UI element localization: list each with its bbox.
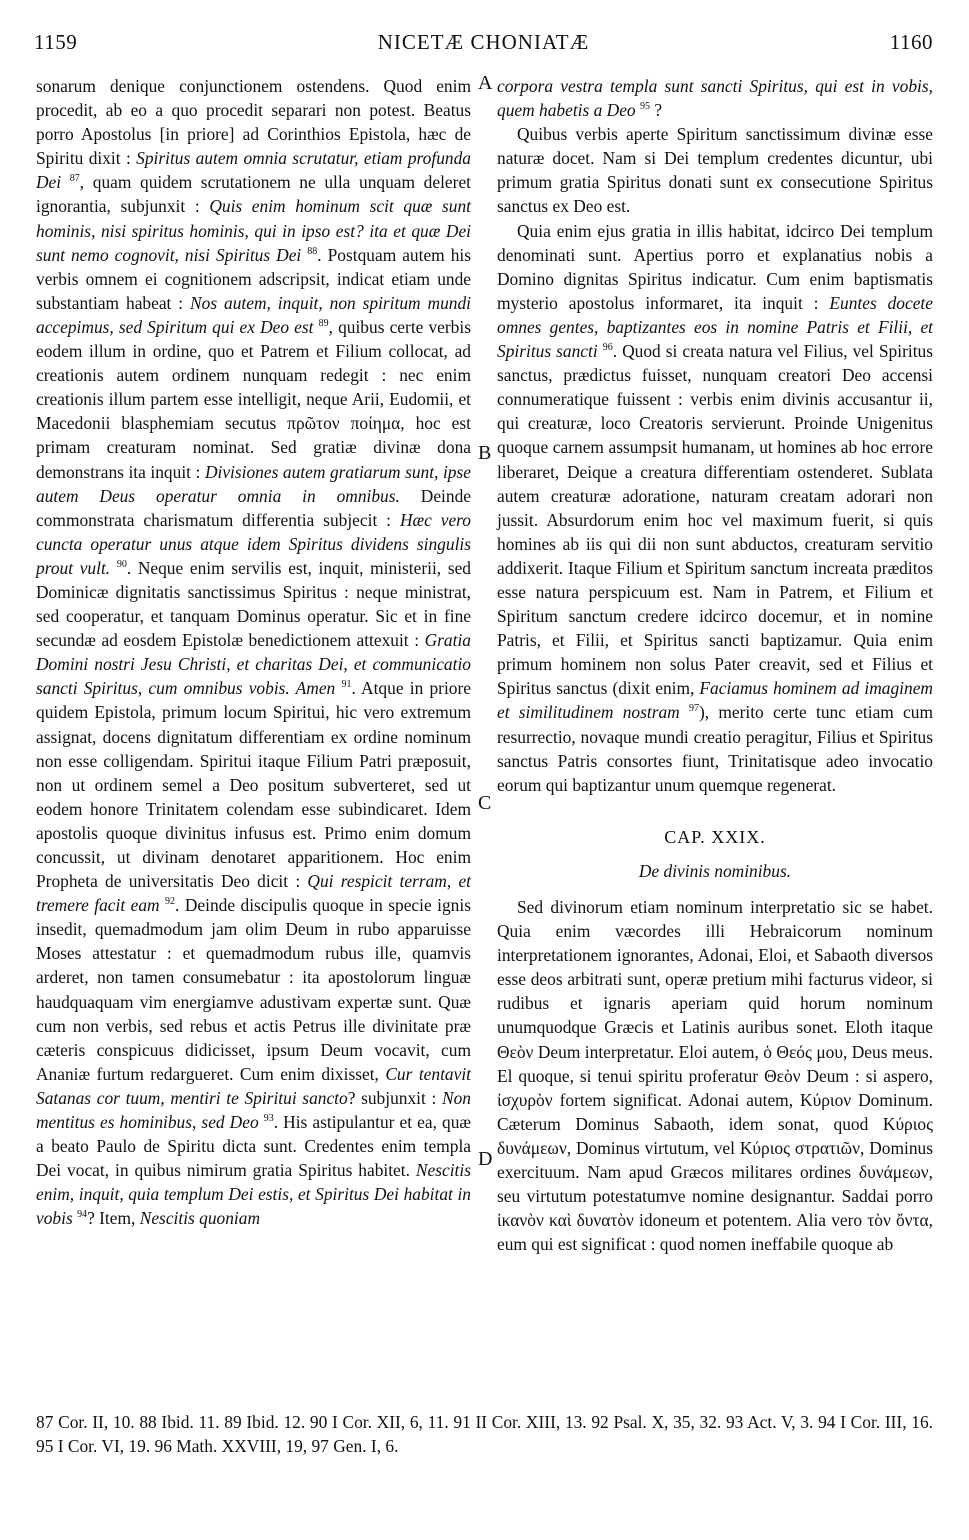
running-title: NICETÆ CHONIATÆ <box>377 30 590 54</box>
footnote-marker: 92 <box>165 896 176 908</box>
body-text: , quibus certe verbis eodem illum in ordine, quo et Patrem et Filium collocat, ad creationis autem ordinem nunquam redegit : nec enim creationis illum partem esse intelligit, neque Arii, Eudomii, et Macedonii blasphemiam secutus πρῶτον ποίημα, hoc est primam creaturam nominat. Sed gratiæ divinæ dona demonstrans ita inquit : <box>36 316 471 482</box>
right-paragraph-3 <box>497 219 933 797</box>
scripture-quote: Euntes docete omnes gentes, baptizantes eos in nomine Patris et Filii, et Spiritus sancti <box>497 292 933 362</box>
body-text: . His astipulantur et ea, quæ a beato Paulo de Spiritu dicta sunt. Credentes enim templa Dei vocat, in quibus nimirum gratia Spiritus habitet. <box>36 1112 471 1181</box>
scripture-quote: Gratia Domini nostri Jesu Christi, et charitas Dei, et communicatio sancti Spiritus, cum omnibus vobis. Amen <box>36 630 471 699</box>
footnote-marker: 90 <box>116 559 127 571</box>
footnote-marker: 87 <box>69 173 80 185</box>
footnote-marker: 97 <box>688 703 699 715</box>
margin-letter-a: A <box>478 72 493 94</box>
left-paragraph <box>36 74 471 1231</box>
left-column <box>36 74 471 1231</box>
body-text: ? subjunxit : <box>347 1087 437 1108</box>
scripture-quote: Faciamus hominem ad imaginem et similitudinem nostram <box>497 678 933 723</box>
right-paragraph-4: Sed divinorum etiam nominum interpretatio sic se habet. Quia enim væcordes illi Hebraicorum nominum interpretationem ignorantes, Adonai, Eloi, et Sabaoth diversos esse deos arbitrati sunt, operæ pretium mihi facturus videor, si rudibus et ignaris aperiam quid horum nominum unumquodque Græcis et Latinis auribus sonet. Eloth itaque Θεὸν Deum interpretatur. Eloi autem, ὁ Θεός μου, Deus meus. El quoque, si tenui spiritu proferatur Θεὸν Deum : si aspero, ἰσχυρὸν fortem significat. Adonai autem, Κύριον Dominum. Cæterum Dominus Sabaoth, idem sonat, quod Κύριος δυνάμεων, Dominus virtutum, vel Κύριος στρατιῶν, Dominus exercituum. Nam apud Græcos militares ordines δυνάμεων, seu virtutum potestatumve nomine designantur. Saddai porro ἱκανὸν καὶ δυνατὸν idoneum et potentem. Alia vero τὸν ὄντα, eum qui est significat : quod nomen ineffabile quoque ab <box>497 897 933 1255</box>
scripture-quote: Spiritus autem omnia scrutatur, etiam profunda Dei <box>36 148 471 193</box>
scripture-quote: corpora vestra templa sunt sancti Spiritus, qui est in vobis, quem habetis a Deo <box>497 76 933 121</box>
running-header <box>34 30 933 60</box>
left-page-number: 1159 <box>34 30 78 54</box>
right-page-number: 1160 <box>889 30 933 54</box>
body-text: Deinde commonstrata charismatum differentia subjecit : <box>36 485 471 530</box>
body-text: . Deinde discipulis quoque in specie ignis insedit, quemadmodum jam olim Deum in rubo apparuisse Moses attestatur : et quemadmodum rubus ille, quamvis arderet, non tamen consumebatur : ita apostolorum linguæ haudquaquam vim energiamve adustivam expertæ sunt. Quæ cum non verbis, sed rebus et actis Petrus ille divinitate præ cæteris conspicuus didicisset, ipsum Deum vocavit, cum Ananiæ furtum redargueret. Cum enim dixisset, <box>36 895 471 1084</box>
scripture-quote: Qui respicit terram, et tremere facit eam <box>36 871 471 916</box>
margin-letter-c: C <box>478 792 492 814</box>
right-column <box>497 74 933 1256</box>
body-text: ? Item, <box>87 1208 136 1229</box>
body-text: . Postquam autem his verbis omnem ei cognitionem adscripsit, indicat etiam unde substantiam habeat : <box>36 244 472 313</box>
footnote-marker: 93 <box>263 1113 274 1125</box>
scripture-quote: Cur tentavit Satanas cor tuum, mentiri te Spiritui sancto <box>36 1063 471 1108</box>
footnote-marker: 91 <box>341 679 352 691</box>
footnotes: 87 Cor. II, 10. 88 Ibid. 11. 89 Ibid. 12. 90 I Cor. XII, 6, 11. 91 II Cor. XIII, 13. 92 Psal. X, 35, 32. 93 Act. V, 3. 94 I Cor. III, 16. 95 I Cor. VI, 19. 96 Math. XXVIII, 19, 97 Gen. I, 6. <box>36 1412 933 1456</box>
body-text: . Quod si creata natura vel Filius, vel Spiritus sanctus, prædictus fuisset, nunquam creatori Deo accensi connumeratique fuissent : verbis enim divinis accusantur ii, qui creaturæ, loco Creatoris servierunt. Proinde Unigenitus quoque carnem assumpsit humanam, ut homines ab hoc errore liberaret, Deique a creatura differentiam ostenderet. Sublata autem creaturæ adoratione, naturam creatam adorari non jussit. Absurdorum enim hoc vel maximum fuerit, si quis homines ab iis qui dii non sunt abductos, creaturam servitio addixerit. Itaque Filium et Spiritum sanctum increata præditos esse natura perspicuum est. Nam in Patrem, et Filium et Spiritum sanctum credere idcirco docemur, et in nomine Patris, et Filii, et Spiritus sancti baptizamur. Quia enim primum hominem non solus Pater creavit, sed et Filius et Spiritus sanctus (dixit enim, <box>497 341 933 699</box>
footnote-marker: 95 <box>639 101 650 113</box>
margin-letter-d: D <box>478 1148 493 1170</box>
body-text: Quia enim ejus gratia in illis habitat, idcirco Dei templum denominati sunt. Apertius porro et explanatius nobis a Domino dignitas Spiritus indicatur. Cum enim baptismatis mysterio apostolus informaret, ita inquit : <box>497 220 933 313</box>
body-text: . Atque in priore quidem Epistola, primum locum Spiritui, hic vero extremum assignat, docens dignitatum differentiam ex ordine nominum non esse colligendam. Spiritui itaque Filium Patri præposuit, non ut ordinem semel a Deo positum subverteret, sed ut eodem honore Trinitatem colendam esse subindicaret. Idem apostolis quoque divinitus infusus est. Primo enim domum concussit, ut divinam denotaret apparitionem. Hoc enim Propheta de universitatis Deo dicit : <box>36 678 471 892</box>
chapter-title: De divinis nominibus. <box>638 860 792 881</box>
scripture-quote: Hæc vero cuncta operatur unus atque idem Spiritus dividens singulis prout vult. <box>36 509 471 578</box>
footnote-marker: 89 <box>318 318 329 330</box>
scripture-quote: Nescitis enim, inquit, quia templum Dei estis, et Spiritus Dei habitat in vobis <box>36 1160 471 1229</box>
chapter-heading: CAP. XXIX. <box>664 826 766 847</box>
body-text: , quam quidem scrutationem ne ulla unquam deleret ignorantia, subjunxit : <box>36 172 471 217</box>
margin-letter-b: B <box>478 442 492 464</box>
body-text: . Neque enim servilis est, inquit, ministerii, sed Dominicæ dignitatis sanctissimus Spiritus : neque ministrat, sed cooperatur, et tanquam Dominus operatur. Sic et in fine secundæ ad eosdem Epistolæ benedictionem attexuit : <box>36 557 471 651</box>
right-paragraph-2: Quibus verbis aperte Spiritum sanctissimum divinæ esse naturæ docet. Nam si Dei templum credentes dicuntur, ubi primum gratia Spiritus donati sunt ex consecutione Spiritus sanctus ex Deo est. <box>497 124 933 217</box>
footnote-marker: 88 <box>307 245 318 257</box>
body-text: ), merito certe tunc etiam cum resurrectio, novaque mundi creatio peragitur, Filius et Spiritus sanctus Patris consortes fiunt, Trinitatisque adeo invocatio eorum qui baptizantur unum quemque regenerat. <box>497 702 933 795</box>
body-text: ? <box>654 100 663 121</box>
scripture-quote: Non mentitus es hominibus, sed Deo <box>36 1087 471 1133</box>
right-paragraph-1 <box>497 74 933 122</box>
scripture-quote: Divisiones autem gratiarum sunt, ipse autem Deus operatur omnia in omnibus. <box>36 461 471 506</box>
scripture-quote: Nescitis quoniam <box>139 1208 261 1229</box>
scripture-quote: Quis enim hominum scit quæ sunt hominis, nisi spiritus hominis, qui in ipso est? ita et quæ Dei sunt nemo cognovit, nisi Spiritus Dei <box>36 196 471 265</box>
body-text: sonarum denique conjunctionem ostendens. Quod enim procedit, ab eo a quo procedit separari non potest. Beatus porro Apostolus [in priore] ad Corinthios Epistola, hæc de Spiritu dixit : <box>36 76 471 169</box>
footnote-marker: 96 <box>602 342 613 354</box>
footnote-marker: 94 <box>77 1209 88 1221</box>
scripture-quote: Nos autem, inquit, non spiritum mundi accepimus, sed Spiritum qui ex Deo est <box>36 292 471 337</box>
